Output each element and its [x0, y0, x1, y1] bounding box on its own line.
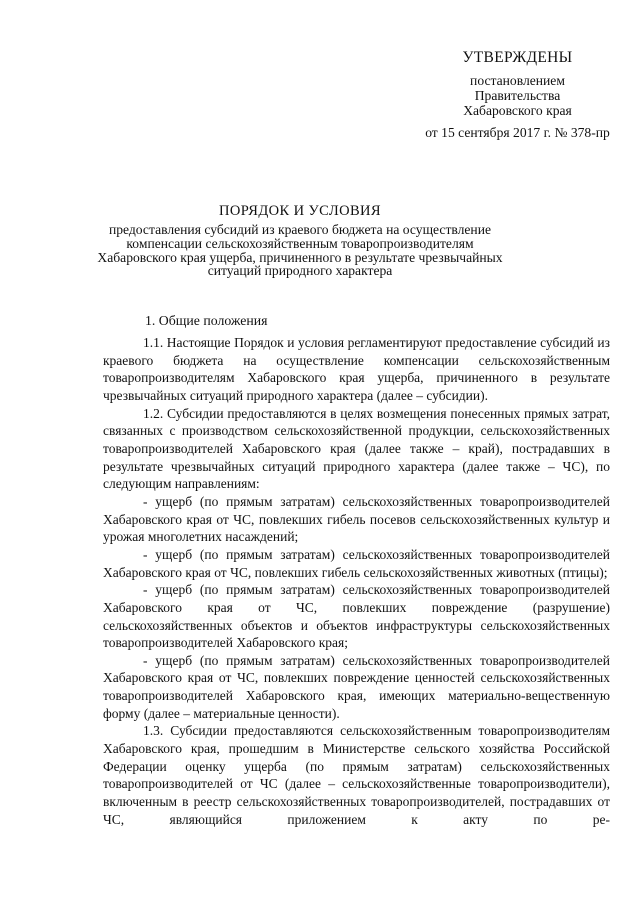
document-subtitle: предоставления субсидий из краевого бюджета на осуществление компенсации сельскохозяйственным товаропроизводителям Хабаровского края ущерба, причиненного в результате чрезвычайных ситуаций природного характера	[97, 222, 503, 279]
paragraph-1-2: 1.2. Субсидии предоставляются в целях возмещения понесенных прямых затрат, связанных с производством сельскохозяйственной продукции, сельскохозяйственных товаропроизводителей Хабаровского края (далее также – край), пострадавших в результате чрезвычайных ситуаций природного характера (далее также – ЧС), по следующим направлениям:	[103, 405, 610, 492]
list-item: - ущерб (по прямым затратам) сельскохозяйственных товаропроизводителей Хабаровского края от ЧС, повлекших повреждение ценностей сельскохозяйственных товаропроизводителей Хабаровского края, имеющих материально-вещественную форму (далее – материальные ценности).	[103, 652, 610, 721]
approval-stamp	[400, 50, 635, 140]
list-item: - ущерб (по прямым затратам) сельскохозяйственных товаропроизводителей Хабаровского края от ЧС, повлекших повреждение (разрушение) сельскохозяйственных объектов и объектов инфраструктуры сельскохозяйственных товаропроизводителей Хабаровского края;	[103, 582, 610, 651]
list-item: - ущерб (по прямым затратам) сельскохозяйственных товаропроизводителей Хабаровского края от ЧС, повлекших гибель посевов сельскохозяйственных культур и урожая многолетних насаждений;	[103, 493, 610, 545]
approval-date-line: от 15 сентября 2017 г. № 378-пр	[425, 125, 610, 140]
paragraph-1-1: 1.1. Настоящие Порядок и условия регламентируют предоставление субсидий из краевого бюджета на осуществление компенсации сельскохозяйственным товаропроизводителям Хабаровского края ущерба, причиненного в результате чрезвычайных ситуаций природного характера (далее – субсидии).	[103, 335, 610, 403]
approval-line: Правительства	[474, 88, 561, 103]
approval-line: Хабаровского края	[463, 103, 572, 118]
paragraph-1-3: 1.3. Субсидии предоставляются сельскохозяйственным товаропроизводителям Хабаровского края, прошедшим в Министерстве сельского хозяйства Российской Федерации оценку ущерба (по прямым затратам) сельскохозяйственных товаропроизводителей от ЧС (далее – сельскохозяйственные товаропроизводители), включенным в реестр сельскохозяйственных товаропроизводителей, пострадавших от ЧС, являющийся приложением к акту по ре-	[103, 723, 610, 827]
section-heading: 1. Общие положения	[145, 313, 268, 328]
document-body	[103, 334, 610, 828]
document-title: ПОРЯДОК И УСЛОВИЯ	[218, 203, 382, 219]
list-item: - ущерб (по прямым затратам) сельскохозяйственных товаропроизводителей Хабаровского края от ЧС, повлекших гибель сельскохозяйственных животных (птицы);	[103, 546, 610, 580]
approval-line: постановлением	[470, 73, 565, 88]
approval-heading: УТВЕРЖДЕНЫ	[462, 49, 573, 66]
